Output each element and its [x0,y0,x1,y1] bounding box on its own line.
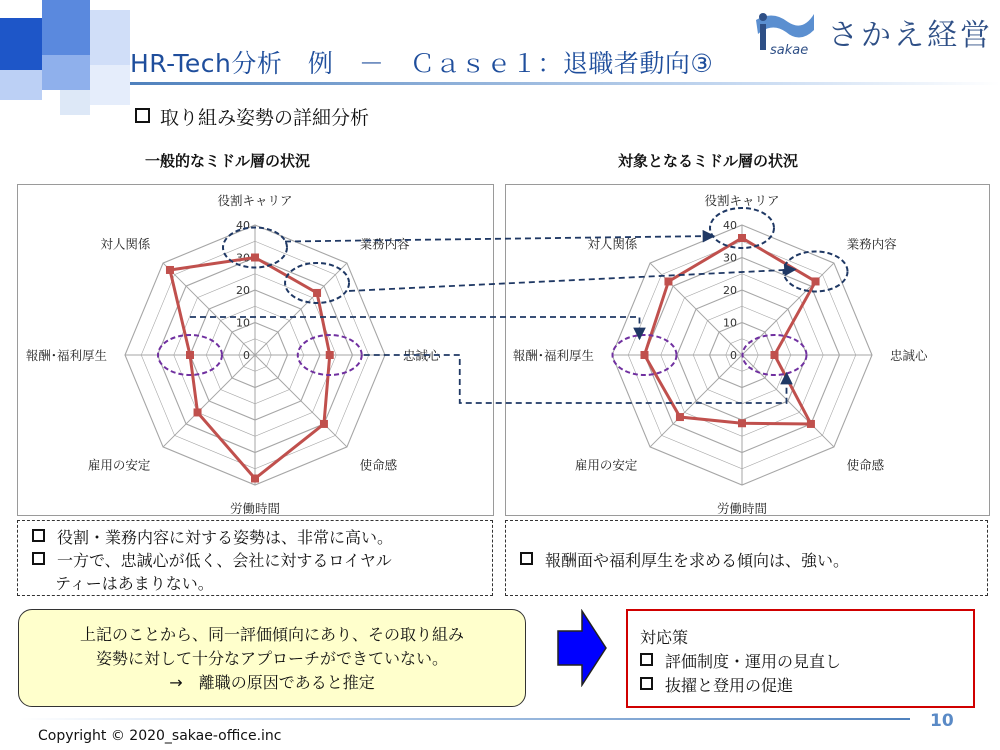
connector-arrow [285,236,714,242]
data-point [641,351,649,359]
response-title: 対応策 [640,628,689,647]
data-point [807,420,815,428]
right-radar-chart [513,193,928,516]
category-label: 役割キャリア [217,193,293,208]
data-point [313,289,321,297]
right-note-line-1: 報酬面や福利厚生を求める傾向は、強い。 [520,548,849,571]
tick-label: 40 [723,219,737,232]
category-label: 報酬･福利厚生 [512,348,594,363]
category-label: 役割キャリア [704,193,780,208]
data-point [664,277,672,285]
tick-label: 10 [723,316,737,330]
response-item-1: 評価制度・運用の見直し [640,649,841,672]
right-chart-title: 対象となるミドル層の状況 [618,152,799,170]
checkbox-bullet-icon [640,677,653,690]
category-label: 報酬･福利厚生 [25,348,107,363]
checkbox-bullet-icon [640,653,653,666]
conclusion-box [18,609,526,707]
data-point [812,277,820,285]
category-label: 対人関係 [100,236,151,252]
checkbox-bullet-icon [520,552,533,565]
conclusion-line-3: → 離職の原因であると推定 [169,673,375,692]
right-note-box [505,520,988,596]
tick-label: 0 [730,349,737,362]
page-title: HR-Tech分析 例 － Ｃａｓｅ１：退職者動向③ [130,49,714,78]
data-point [166,266,174,274]
data-point [771,351,779,359]
data-point [738,234,746,242]
conclusion-line-1: 上記のことから、同一評価傾向にあり、その取り組み [79,625,464,644]
data-point [251,475,259,483]
tick-label: 30 [723,251,737,265]
left-note-line-3: ティーはあまりない。 [55,574,214,593]
tick-label: 20 [236,284,250,297]
page-number: 10 [930,711,954,731]
copyright-text: Copyright © 2020_sakae-office.inc [38,728,282,744]
tick-label: 0 [243,349,250,362]
category-label: 使命感 [846,457,885,473]
checkbox-bullet-icon [32,529,45,542]
left-note-line-2: 一方で、忠誠心が低く、会社に対するロイヤル [32,548,392,571]
category-label: 対人関係 [587,236,638,252]
footer-line [20,718,910,720]
tick-label: 40 [236,219,250,232]
subtitle-text: 取り組み姿勢の詳細分析 [160,107,370,129]
data-point [320,420,328,428]
connector-arrow [190,317,640,339]
data-point [194,408,202,416]
data-point [186,351,194,359]
data-point [738,419,746,427]
tick-label: 30 [236,251,250,265]
category-label: 使命感 [359,457,398,473]
data-point [326,351,334,359]
category-label: 労働時間 [229,501,281,516]
checkbox-bullet-icon [32,552,45,565]
category-label: 業務内容 [359,236,410,252]
response-item-2: 抜擢と登用の促進 [640,673,793,696]
logo-text: さかえ経営 [828,18,993,53]
tick-label: 10 [236,316,250,330]
category-label: 業務内容 [846,236,897,252]
category-label: 雇用の安定 [574,457,638,473]
data-point [676,413,684,421]
category-label: 忠誠心 [403,348,441,363]
category-label: 雇用の安定 [87,457,151,473]
logo-mark-text: sakae [770,43,809,58]
response-box [626,609,975,708]
right-arrow-icon [556,609,608,687]
tick-label: 20 [723,284,737,297]
left-note-box [17,520,493,596]
conclusion-line-2: 姿勢に対して十分なアプローチができていない。 [95,649,448,668]
category-label: 忠誠心 [890,348,928,363]
left-chart-title: 一般的なミドル層の状況 [145,152,311,170]
left-note-line-1: 役割・業務内容に対する姿勢は、非常に高い。 [32,525,393,548]
category-label: 労働時間 [716,501,768,516]
data-point [251,254,259,262]
